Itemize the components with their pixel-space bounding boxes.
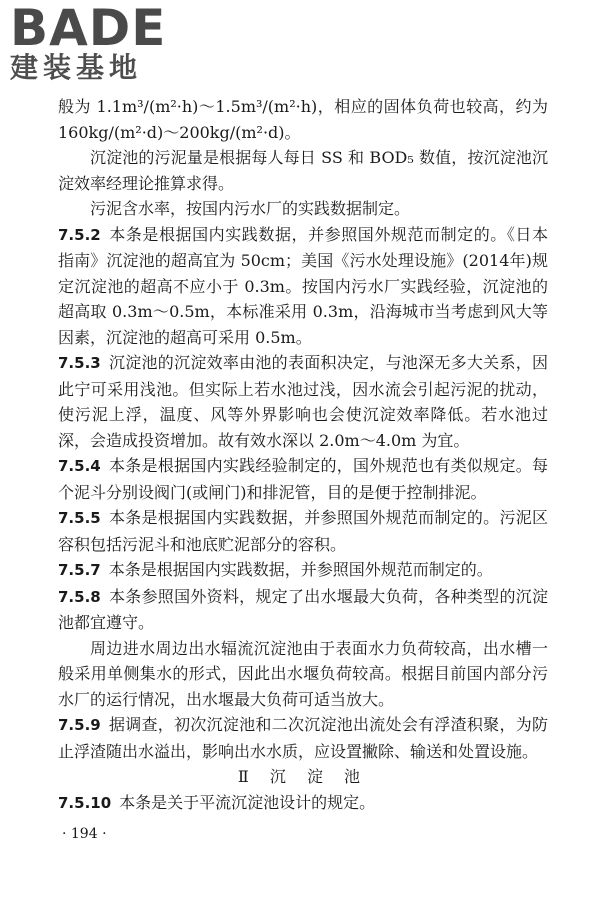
paragraph (58, 94, 548, 145)
logo-subtitle: 建装基地 (10, 51, 143, 84)
paragraph-text: 般为 1.1m³/(m²·h)～1.5m³/(m²·h)，相应的固体负荷也较高，约为 160kg/(m²·d)～200kg/(m²·d)。 (58, 97, 548, 142)
paragraph-text: 沉淀池的污泥量是根据每人每日 SS 和 BOD₅ 数值，按沉淀池沉淀效率经理论推算求得。 (58, 148, 548, 193)
clause-7-5-9 (58, 712, 548, 764)
paragraph-text: 本条是根据国内实践数据，并参照国外规范而制定的。污泥区容积包括污泥斗和池底贮泥部分的容积。 (58, 508, 548, 554)
paragraph-text: 本条是关于平流沉淀池设计的规定。 (119, 792, 376, 812)
clause-number: 7.5.4 (58, 457, 101, 475)
clause-7-5-5 (58, 505, 548, 557)
clause-number: 7.5.8 (58, 587, 101, 606)
paragraph-text: 周边进水周边出水辐流沉淀池由于表面水力负荷较高，出水槽一般采用单侧集水的形式，因此出水堰负荷较高。根据目前国内部分污水厂的运行情况，出水堰最大负荷可适当放大。 (58, 638, 548, 709)
paragraph-text: 污泥含水率，按国内污水厂的实践数据制定。 (90, 199, 411, 218)
page-number: · 194 · (62, 826, 107, 842)
clause-number: 7.5.10 (58, 793, 112, 812)
paragraph (58, 636, 548, 713)
logo-brand-text: BADE (10, 0, 167, 57)
clause-7-5-7 (58, 557, 548, 584)
clause-number: 7.5.5 (58, 509, 101, 527)
clause-number: 7.5.9 (58, 716, 101, 734)
clause-7-5-8 (58, 584, 548, 636)
paragraph (58, 196, 548, 222)
paragraph-text: 本条是根据国内实践数据，并参照国外规范而制定的。 (108, 560, 493, 579)
clause-7-5-2 (58, 222, 548, 351)
paragraph-text: 本条是根据国内实践数据，并参照国外规范而制定的。《日本指南》沉淀池的超高宜为 50cm；美国《污水处理设施》(2014年)规定沉淀池的超高不应小于 0.3m。按国内污水厂实践经验，沉淀池的超高取 0.3m～0.5m，本标准采用 0.3m，沿海城市当考虑到风大等因素，沉淀池的超高可采用 0.5m。 (58, 224, 548, 347)
paragraph-text: 本条参照国外资料，规定了出水堰最大负荷，各种类型的沉淀池都宜遵守。 (58, 586, 548, 632)
clause-number: 7.5.2 (58, 225, 101, 244)
paragraph-text: 据调查，初次沉淀池和二次沉淀池出流处会有浮渣积聚，为防止浮渣随出水溢出，影响出水水质，应设置撇除、输送和处置设施。 (58, 715, 548, 761)
clause-7-5-10 (58, 790, 548, 817)
paragraph (58, 145, 548, 196)
paragraph-text: 沉淀池的沉淀效率由池的表面积决定，与池深无多大关系，因此宁可采用浅池。但实际上若水池过浅，因水流会引起污泥的扰动，使污泥上浮，温度、风等外界影响也会使沉淀效率降低。若水池过深，会造成投资增加。故有效水深以 2.0m～4.0m 为宜。 (58, 353, 548, 450)
clause-7-5-3 (58, 350, 548, 453)
body-text (58, 94, 548, 816)
section-heading: Ⅱ 沉 淀 池 (237, 767, 369, 786)
clause-number: 7.5.7 (58, 561, 101, 579)
paragraph-text: 本条是根据国内实践经验制定的，国外规范也有类似规定。每个泥斗分别设阀门(或闸门)和排泥管，目的是便于控制排泥。 (58, 456, 548, 502)
clause-7-5-4 (58, 453, 548, 505)
brand-logo (10, 2, 210, 86)
clause-number: 7.5.3 (58, 354, 101, 372)
